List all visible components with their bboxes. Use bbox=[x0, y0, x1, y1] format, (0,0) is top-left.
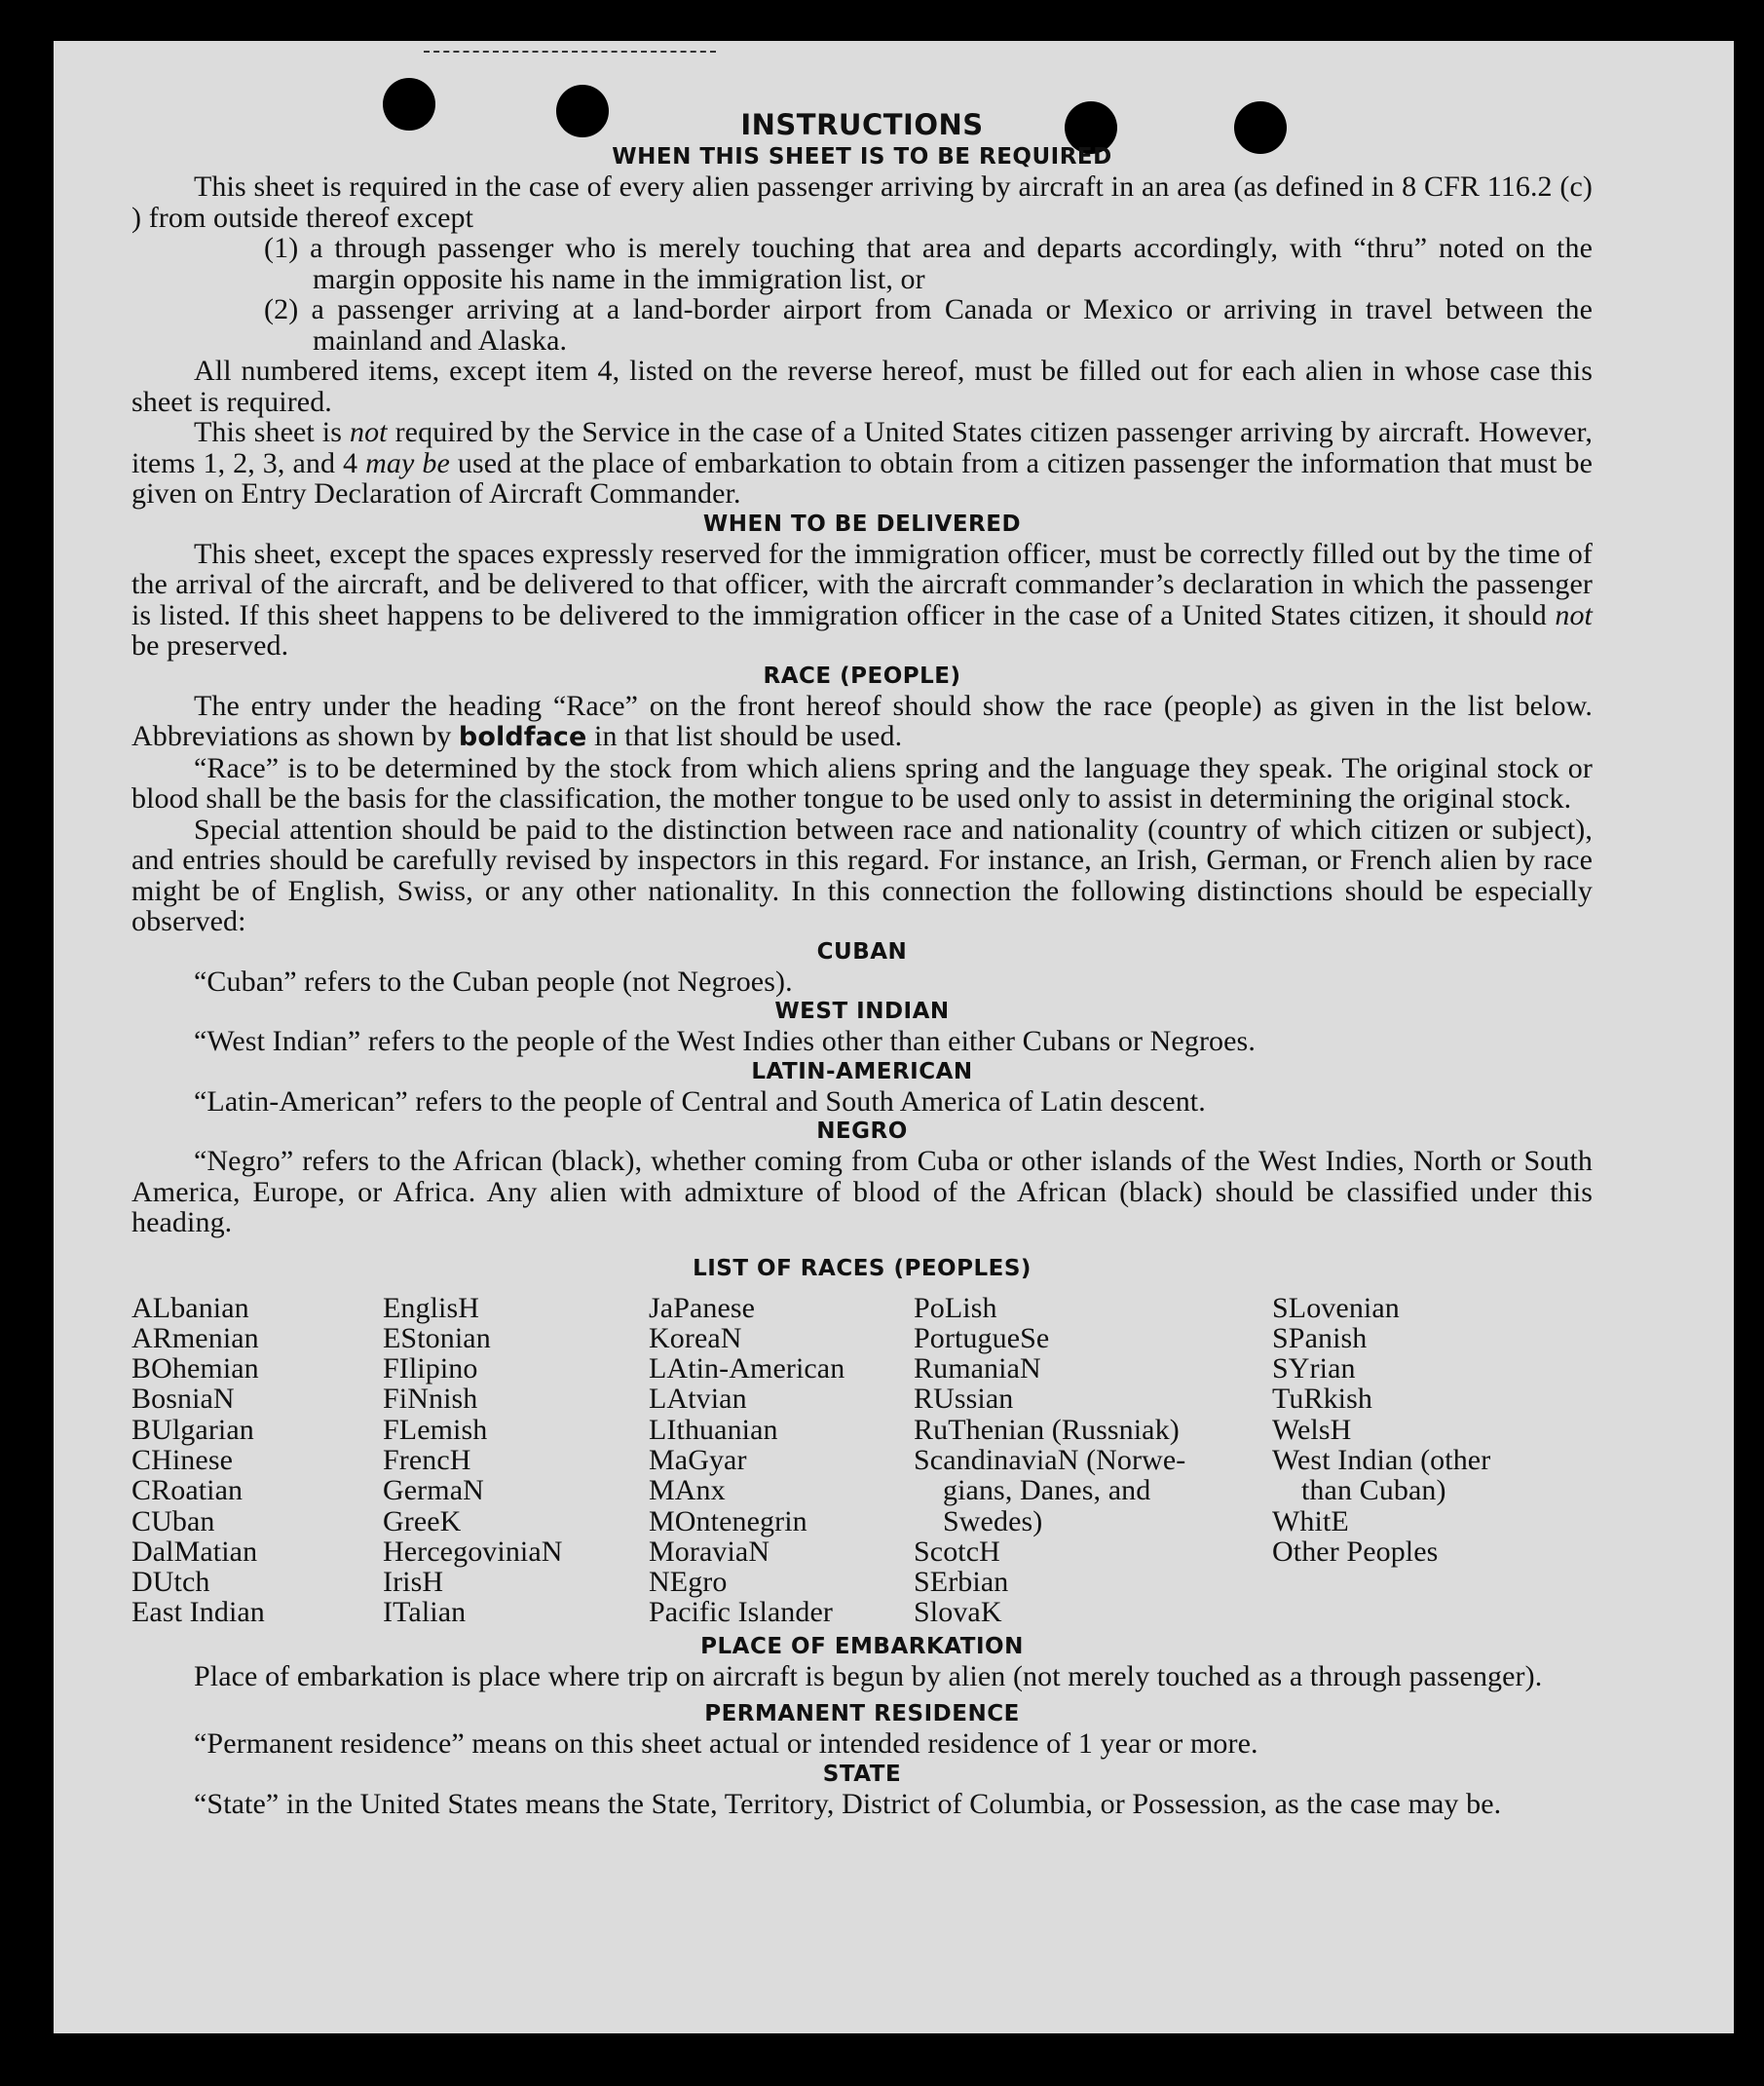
race-entry: RumaniaN bbox=[914, 1352, 1041, 1385]
exception-2: (2) a passenger arriving at a land-border airport from Canada or Mexico or arriving in travel between the mainland and Alaska. bbox=[264, 293, 1593, 357]
race-entry: than Cuban) bbox=[1301, 1474, 1446, 1507]
race-entry: ScotcH bbox=[914, 1535, 1000, 1568]
residence-definition: “Permanent residence” means on this sheet actual or intended residence of 1 year or more. bbox=[194, 1727, 1258, 1761]
delivered-paragraph: This sheet, except the spaces expressly reserved for the immigration officer, must be correctly filled out by the time of the arrival of the aircraft, and be delivered to that officer, with the aircraft commander’s declaration in which the passenger is listed. If this sheet happens to be delivered to the immigration officer in the case of a United States citizen, it should not be preserved. bbox=[131, 537, 1593, 662]
heading-when-required: WHEN THIS SHEET IS TO BE REQUIRED bbox=[612, 144, 1112, 170]
race-entry: Swedes) bbox=[943, 1504, 1043, 1537]
race-entry: HercegoviniaN bbox=[383, 1535, 563, 1568]
race-entry: ITalian bbox=[383, 1596, 467, 1629]
race-entry: TuRkish bbox=[1272, 1383, 1372, 1416]
race-entry: West Indian (other bbox=[1272, 1443, 1491, 1476]
heading-cuban: CUBAN bbox=[816, 938, 908, 965]
cuban-definition: “Cuban” refers to the Cuban people (not Negroes). bbox=[194, 965, 793, 998]
heading-state: STATE bbox=[822, 1761, 902, 1787]
race-entry: KoreaN bbox=[649, 1321, 742, 1354]
race-entry: East Indian bbox=[131, 1596, 265, 1629]
race-entry: gians, Danes, and bbox=[943, 1474, 1151, 1507]
races-column-2 bbox=[383, 1293, 649, 1628]
race-entry: CHinese bbox=[131, 1443, 234, 1476]
state-definition: “State” in the United States means the State, Territory, District of Columbia, or Possession, as the case may be. bbox=[194, 1787, 1502, 1820]
exception-1: (1) a through passenger who is merely touching that area and departs accordingly, with “thru” noted on the margin opposite his name in the immigration list, or bbox=[264, 232, 1593, 295]
document-sheet bbox=[54, 41, 1734, 2033]
heading-place-of-embarkation: PLACE OF EMBARKATION bbox=[700, 1633, 1024, 1659]
citizen-paragraph: This sheet is not required by the Service in the case of a United States citizen passenger arriving by aircraft. However, items 1, 2, 3, and 4 may be used at the place of embarkation to obtain from a citizen passenger the information that must be given on Entry Declaration of Aircraft Commander. bbox=[131, 416, 1594, 510]
race-entry: LAtvian bbox=[649, 1383, 747, 1416]
race-entry: EStonian bbox=[383, 1321, 491, 1354]
west-indian-definition: “West Indian” refers to the people of the West Indies other than either Cubans or Negroes. bbox=[194, 1025, 1256, 1057]
races-list bbox=[131, 1293, 1593, 1628]
perforation-edge bbox=[424, 41, 716, 53]
races-column-3 bbox=[649, 1293, 914, 1628]
race-entry: FIlipino bbox=[383, 1352, 478, 1385]
race-entry: ScandinaviaN (Norwe- bbox=[914, 1443, 1186, 1476]
heading-west-indian: WEST INDIAN bbox=[774, 999, 950, 1024]
race-entry: CUban bbox=[131, 1504, 215, 1537]
race-entry: BOhemian bbox=[131, 1352, 259, 1385]
races-column-4 bbox=[914, 1293, 1272, 1628]
race-entry: SLovenian bbox=[1272, 1291, 1400, 1324]
race-entry: RUssian bbox=[914, 1383, 1014, 1416]
race-entry: FLemish bbox=[383, 1413, 488, 1446]
race-entry: PortugueSe bbox=[914, 1321, 1050, 1354]
heading-when-delivered: WHEN TO BE DELIVERED bbox=[702, 511, 1022, 537]
race-entry: MaGyar bbox=[649, 1443, 747, 1476]
race-entry: SlovaK bbox=[914, 1596, 1002, 1629]
instructions-body bbox=[131, 107, 1593, 1819]
heading-negro: NEGRO bbox=[816, 1119, 908, 1144]
race-entry: MoraviaN bbox=[649, 1535, 770, 1568]
race-entry: NEgro bbox=[649, 1566, 728, 1599]
race-entry: BosniaN bbox=[131, 1383, 235, 1416]
race-entry: Other Peoples bbox=[1272, 1535, 1439, 1568]
title-instructions: INSTRUCTIONS bbox=[740, 108, 984, 141]
negro-definition: “Negro” refers to the African (black), whether coming from Cuba or other islands of the West Indies, North or South America, Europe, or Africa. Any alien with admixture of blood of the African (black) should be classified under this heading. bbox=[131, 1145, 1593, 1238]
race-entry: WhitE bbox=[1272, 1504, 1349, 1537]
race-entry: SPanish bbox=[1272, 1321, 1368, 1354]
race-entry: JaPanese bbox=[649, 1291, 756, 1324]
race-entry: DalMatian bbox=[131, 1535, 258, 1568]
races-column-5 bbox=[1272, 1293, 1593, 1628]
race-entry: LAtin-American bbox=[649, 1352, 845, 1385]
race-entry: LIthuanian bbox=[649, 1413, 778, 1446]
race-entry: BUlgarian bbox=[131, 1413, 254, 1446]
heading-permanent-residence: PERMANENT RESIDENCE bbox=[704, 1701, 1020, 1727]
race-paragraph-1: The entry under the heading “Race” on the front hereof should show the race (people) as given in the list below. Abbreviations as shown by boldface in that list should be used. bbox=[131, 689, 1593, 752]
race-entry: EnglisH bbox=[383, 1291, 480, 1324]
race-entry: ALbanian bbox=[131, 1291, 249, 1324]
latin-american-definition: “Latin-American” refers to the people of Central and South America of Latin descent. bbox=[194, 1084, 1206, 1118]
race-entry: PoLish bbox=[914, 1291, 997, 1324]
races-column-1 bbox=[131, 1293, 383, 1628]
race-entry: DUtch bbox=[131, 1566, 210, 1599]
race-entry: SYrian bbox=[1272, 1352, 1356, 1385]
race-entry: FrencH bbox=[383, 1443, 471, 1476]
race-paragraph-2: “Race” is to be determined by the stock from which aliens spring and the language they speak. The original stock or blood shall be the basis for the classification, the mother tongue to be used only to assist in determining the original stock. bbox=[131, 751, 1593, 815]
race-entry: ARmenian bbox=[131, 1321, 259, 1354]
embarkation-definition: Place of embarkation is place where trip on aircraft is begun by alien (not merely touched as a through passenger). bbox=[194, 1659, 1543, 1692]
race-entry: MOntenegrin bbox=[649, 1504, 807, 1537]
heading-latin-american: LATIN-AMERICAN bbox=[751, 1058, 973, 1084]
race-entry: GreeK bbox=[383, 1504, 462, 1537]
required-paragraph: This sheet is required in the case of every alien passenger arriving by aircraft in an area (as defined in 8 CFR 116.2 (c) ) from outside thereof except bbox=[131, 171, 1593, 234]
heading-race: RACE (PEOPLE) bbox=[763, 663, 961, 689]
race-entry: WelsH bbox=[1272, 1413, 1352, 1446]
race-paragraph-3: Special attention should be paid to the distinction between race and nationality (country of which citizen or subject), and entries should be carefully revised by inspectors in this regard. For instance, an Irish, German, or French alien by race might be of English, Swiss, or any other nationality. In this connection the following distinctions should be especially observed: bbox=[131, 813, 1593, 937]
race-entry: IrisH bbox=[383, 1566, 444, 1599]
numbered-items-paragraph: All numbered items, except item 4, listed on the reverse hereof, must be filled out for each alien in whose case this sheet is required. bbox=[131, 355, 1593, 418]
race-entry: SErbian bbox=[914, 1566, 1009, 1599]
race-entry: GermaN bbox=[383, 1474, 484, 1507]
heading-list-of-races: LIST OF RACES (PEOPLES) bbox=[693, 1255, 1032, 1281]
race-entry: RuThenian (Russniak) bbox=[914, 1413, 1180, 1446]
race-entry: MAnx bbox=[649, 1474, 726, 1507]
race-entry: CRoatian bbox=[131, 1474, 244, 1507]
race-entry: FiNnish bbox=[383, 1383, 478, 1416]
race-entry: Pacific Islander bbox=[649, 1596, 834, 1629]
